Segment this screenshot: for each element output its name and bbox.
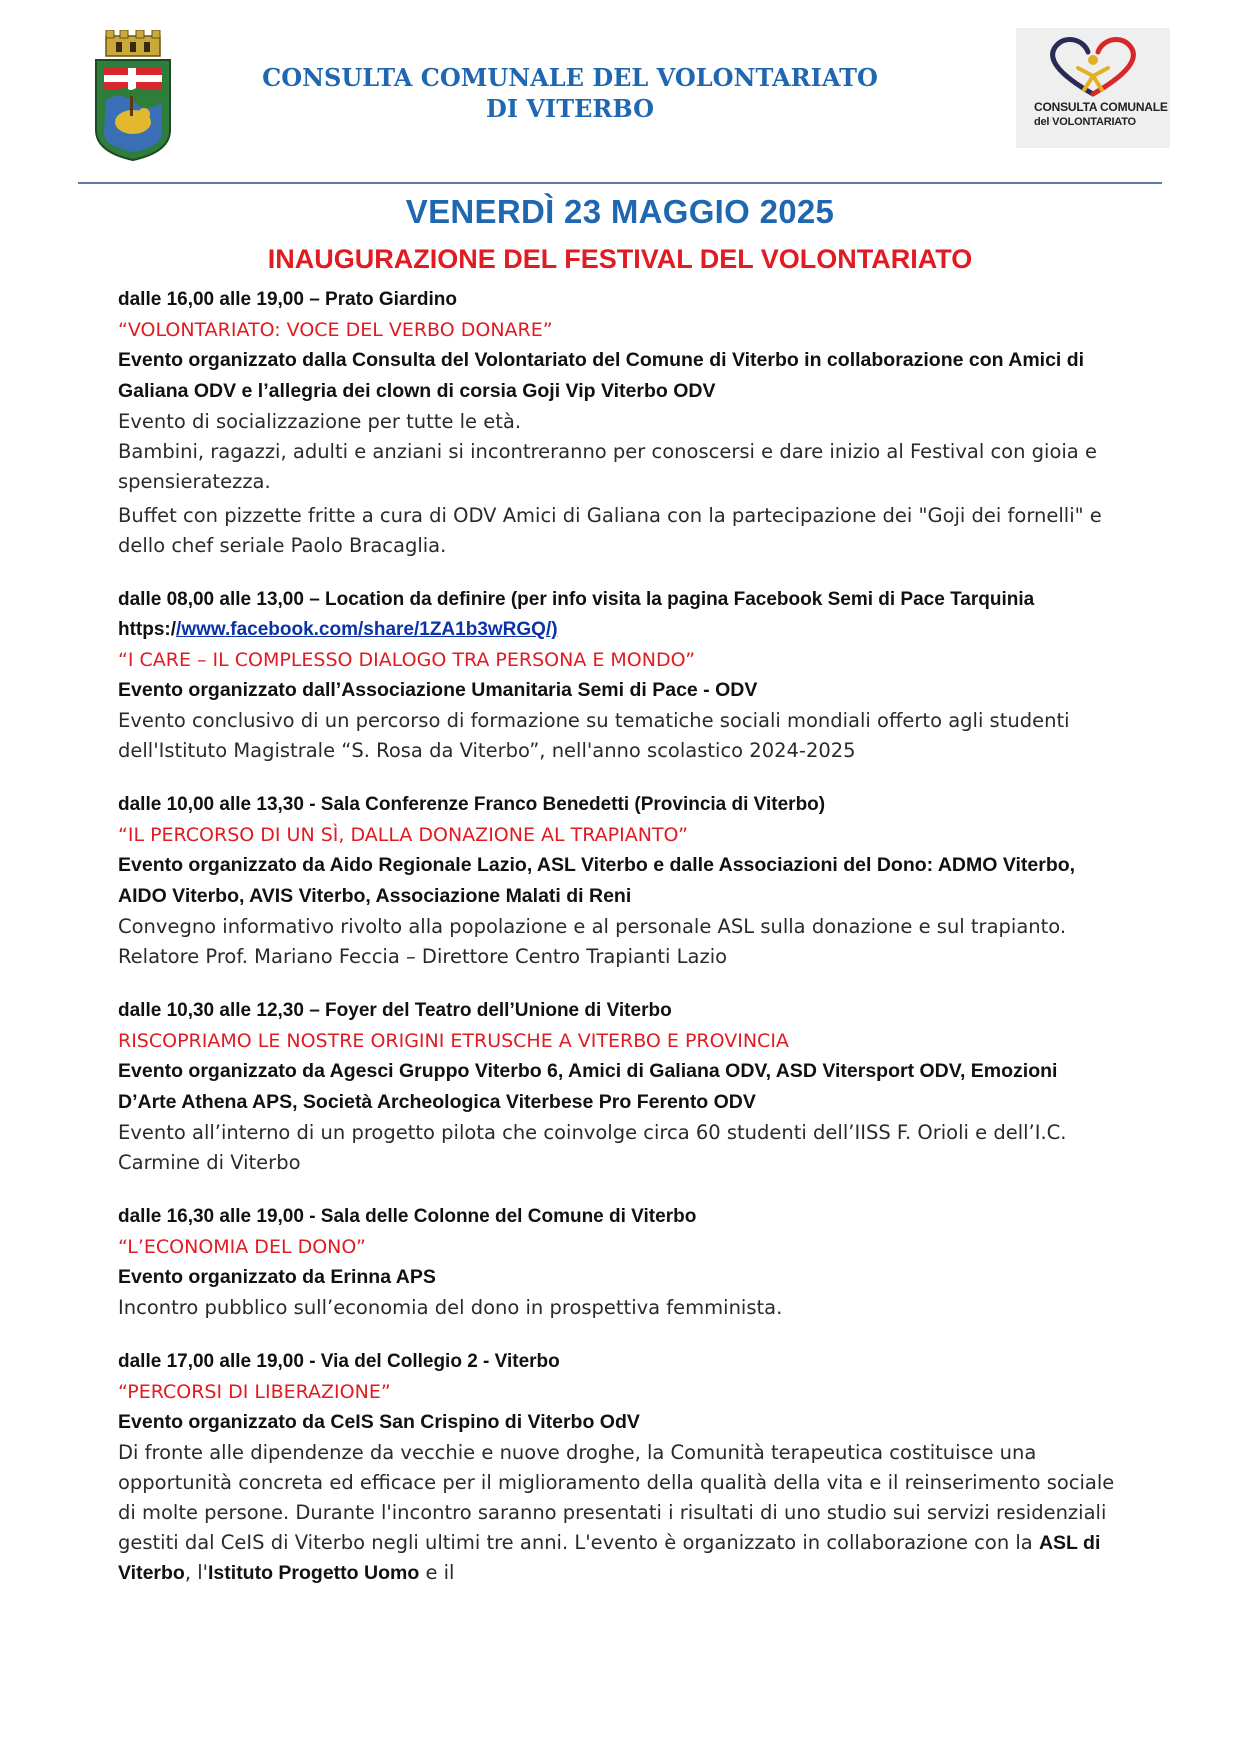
event-title: “I CARE – IL COMPLESSO DIALOGO TRA PERSONA E MONDO” <box>118 649 696 671</box>
event-description: Bambini, ragazzi, adulti e anziani si incontreranno per conoscersi e dare inizio al Festival con gioia e spensieratezza. <box>118 440 1097 493</box>
header-divider <box>78 182 1162 184</box>
description-text: , l' <box>184 1561 209 1584</box>
event-time-location: dalle 17,00 alle 19,00 - Via del Collegio 2 - Viterbo <box>118 1351 560 1372</box>
event-description: Incontro pubblico sull’economia del dono in prospettiva femminista. <box>118 1296 783 1319</box>
event-item <box>118 790 1118 972</box>
event-item <box>118 585 1118 766</box>
header-title-line2: DI VITERBO <box>486 94 654 123</box>
page-header <box>0 0 1240 185</box>
viterbo-crest-icon <box>92 30 174 162</box>
event-item <box>118 1202 1118 1323</box>
event-description: Convegno informativo rivolto alla popolazione e al personale ASL sulla donazione e sul trapianto. Relatore Prof. Mariano Feccia – Direttore Centro Trapianti Lazio <box>118 915 1067 968</box>
event-item <box>118 285 1118 561</box>
event-time-location: dalle 16,00 alle 19,00 – Prato Giardino <box>118 289 458 310</box>
description-bold-istituto: Istituto Progetto Uomo <box>208 1562 420 1584</box>
description-text: e il <box>419 1561 455 1584</box>
header-title-line1: CONSULTA COMUNALE DEL VOLONTARIATO <box>262 63 878 92</box>
header-title <box>230 62 910 124</box>
event-organizer: Evento organizzato dalla Consulta del Volontariato del Comune di Viterbo in collaborazione con Amici di Galiana ODV e l’allegria dei clown di corsia Goji Vip Viterbo ODV <box>118 349 1085 402</box>
event-description: Evento conclusivo di un percorso di formazione su tematiche sociali mondiali offerto agli studenti dell'Istituto Magistrale “S. Rosa da Viterbo”, nell'anno scolastico 2024-2025 <box>118 709 1070 762</box>
event-description: Buffet con pizzette fritte a cura di ODV Amici di Galiana con la partecipazione dei "Goji dei fornelli" e dello chef seriale Paolo Bracaglia. <box>118 504 1102 557</box>
logo-text <box>1034 100 1168 130</box>
event-time-location: dalle 10,30 alle 12,30 – Foyer del Teatro dell’Unione di Viterbo <box>118 1000 672 1021</box>
consulta-logo <box>1016 28 1170 148</box>
event-list <box>118 285 1118 1612</box>
description-bold-asl: ASL di Viterbo <box>118 1532 1101 1584</box>
event-date: VENERDÌ 23 MAGGIO 2025 <box>405 193 835 230</box>
event-time-location <box>118 585 1118 645</box>
event-organizer: Evento organizzato da Aido Regionale Lazio, ASL Viterbo e dalle Associazioni del Dono: ADMO Viterbo, AIDO Viterbo, AVIS Viterbo, Associazione Malati di Reni <box>118 854 1076 907</box>
event-item <box>118 996 1118 1178</box>
event-title: “IL PERCORSO DI UN SÌ, DALLA DONAZIONE AL TRAPIANTO” <box>118 824 689 846</box>
event-time-location: dalle 10,00 alle 13,30 - Sala Conferenze Franco Benedetti (Provincia di Viterbo) <box>118 794 826 815</box>
event-organizer: Evento organizzato dall’Associazione Umanitaria Semi di Pace - ODV <box>118 679 758 701</box>
event-title: “L’ECONOMIA DEL DONO” <box>118 1236 366 1258</box>
inauguration-heading: INAUGURAZIONE DEL FESTIVAL DEL VOLONTARIATO <box>267 244 973 274</box>
event-title: RISCOPRIAMO LE NOSTRE ORIGINI ETRUSCHE A VITERBO E PROVINCIA <box>118 1030 789 1052</box>
logo-text-line1: CONSULTA COMUNALE <box>1034 100 1168 114</box>
event-title: “VOLONTARIATO: VOCE DEL VERBO DONARE” <box>118 319 553 341</box>
event-organizer: Evento organizzato da CeIS San Crispino di Viterbo OdV <box>118 1411 640 1433</box>
heart-logo-icon <box>1038 34 1148 100</box>
facebook-link[interactable]: /www.facebook.com/share/1ZA1b3wRGQ/) <box>176 619 558 640</box>
event-time-text: dalle 08,00 alle 13,00 – Location da definire (per info visita la pagina Facebook Semi di Pace Tarquinia https:/ <box>118 589 1035 640</box>
event-description: Evento all’interno di un progetto pilota che coinvolge circa 60 studenti dell’IISS F. Orioli e dell’I.C. Carmine di Viterbo <box>118 1121 1067 1174</box>
event-organizer: Evento organizzato da Erinna APS <box>118 1266 436 1288</box>
description-text: Di fronte alle dipendenze da vecchie e nuove droghe, la Comunità terapeutica costituisce una opportunità concreta ed efficace per il miglioramento della qualità della vita e il reinserimento sociale di molte persone. Durante l'incontro saranno presentati i risultati di uno studio sui servizi residenziali gestiti dal CeIS di Viterbo negli ultimi tre anni. L'evento è organizzato in collaborazione con la <box>118 1441 1115 1554</box>
event-title: “PERCORSI DI LIBERAZIONE” <box>118 1381 391 1403</box>
event-item <box>118 1347 1118 1588</box>
logo-text-line2: del VOLONTARIATO <box>1034 116 1136 128</box>
event-description <box>118 1438 1118 1588</box>
event-description: Evento di socializzazione per tutte le età. <box>118 410 522 433</box>
event-organizer: Evento organizzato da Agesci Gruppo Viterbo 6, Amici di Galiana ODV, ASD Vitersport ODV, Emozioni D’Arte Athena APS, Società Archeologica Viterbese Pro Ferento ODV <box>118 1060 1058 1113</box>
event-time-location: dalle 16,30 alle 19,00 - Sala delle Colonne del Comune di Viterbo <box>118 1206 697 1227</box>
